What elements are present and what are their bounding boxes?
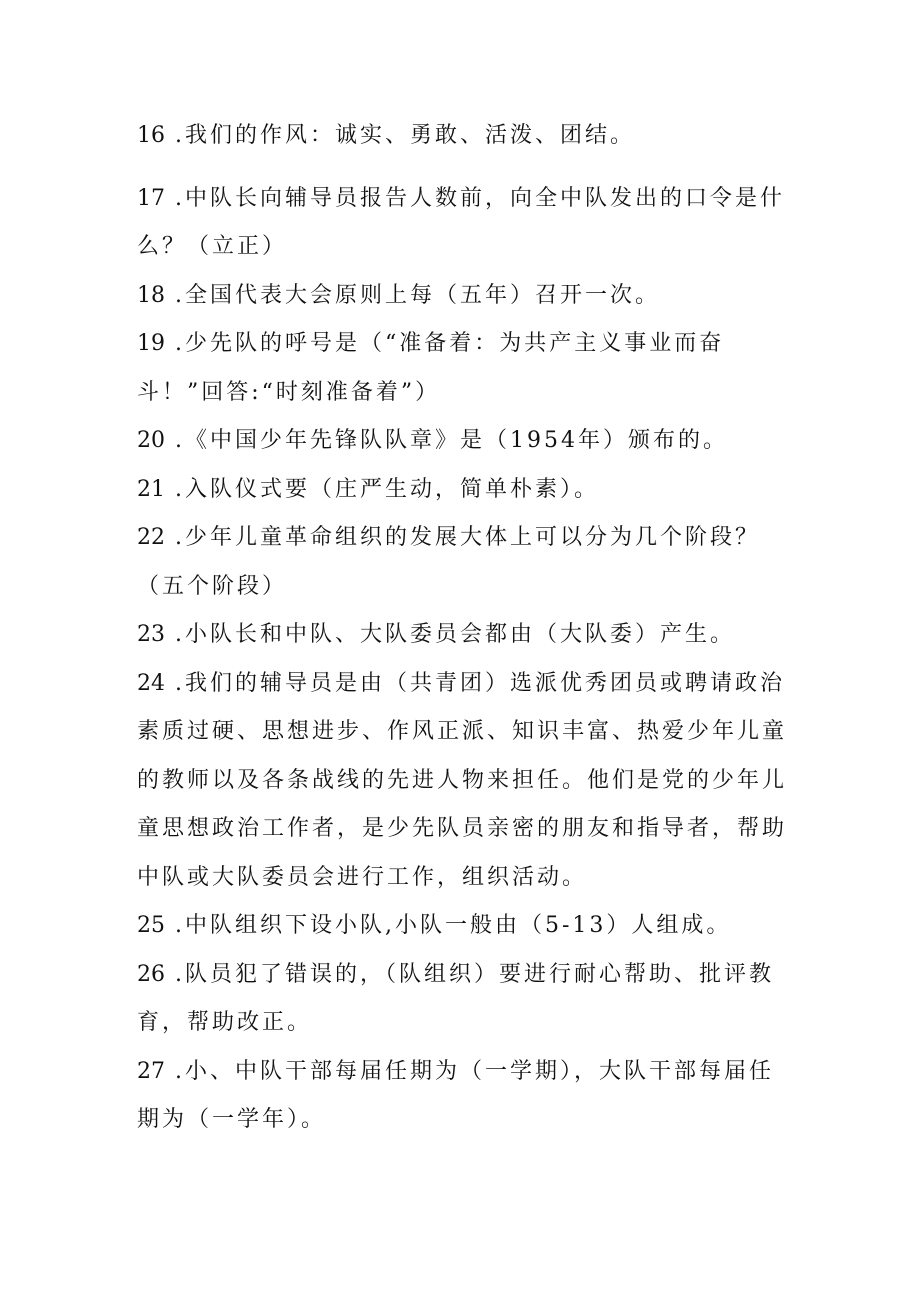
item-text: 少先队的呼号是（“准备着：为共产主义事业而奋斗！”回答:“时刻准备着”） [137, 331, 725, 405]
item-number: 16 [137, 123, 165, 148]
item-number: 20 [137, 428, 165, 453]
item-number: 27 [137, 1058, 165, 1084]
list-item-21: 21 .入队仪式要（庄严生动，简单朴素）。 [137, 476, 600, 502]
list-item-22: 22 .少年儿童革命组织的发展大体上可以分为几个阶段？（五个阶段） [137, 525, 761, 599]
list-item-18: 18 .全国代表大会原则上每（五年）召开一次。 [137, 282, 661, 308]
item-number: 22 [137, 525, 165, 550]
list-item-16: 16 .我们的作风：诚实、勇敢、活泼、团结。 [137, 123, 636, 148]
item-number: 25 [137, 913, 165, 938]
item-number: 26 [137, 961, 165, 987]
item-number: 19 [137, 331, 165, 356]
item-number: 17 [137, 185, 165, 211]
item-text: 中队长向辅导员报告人数前，向全中队发出的口令是什么？（立正） [137, 185, 786, 259]
item-number: 23 [137, 622, 165, 647]
list-item-23: 23 .小队长和中队、大队委员会都由（大队委）产生。 [137, 622, 736, 647]
item-text: 《中国少年先锋队队章》是（1954年）颁布的。 [185, 428, 728, 453]
list-item-20: 20 .《中国少年先锋队队章》是（1954年）颁布的。 [137, 428, 728, 453]
list-item-27: 27 .小、中队干部每届任期为（一学期），大队干部每届任期为（一学年）。 [137, 1058, 775, 1132]
item-text: 小队长和中队、大队委员会都由（大队委）产生。 [185, 622, 736, 647]
list-item-25: 25 .中队组织下设小队,小队一般由（5-13）人组成。 [137, 913, 732, 938]
item-number: 18 [137, 282, 165, 308]
list-item-19: 19 .少先队的呼号是（“准备着：为共产主义事业而奋斗！”回答:“时刻准备着”） [137, 331, 725, 405]
item-text: 我们的作风：诚实、勇敢、活泼、团结。 [185, 123, 636, 148]
list-item-17: 17 .中队长向辅导员报告人数前，向全中队发出的口令是什么？（立正） [137, 185, 786, 259]
item-number: 21 [137, 476, 165, 502]
item-text: 全国代表大会原则上每（五年）召开一次。 [185, 282, 661, 308]
item-text: 少年儿童革命组织的发展大体上可以分为几个阶段？（五个阶段） [137, 525, 761, 599]
item-text: 队员犯了错误的，（队组织）要进行耐心帮助、批评教育，帮助改正。 [137, 961, 775, 1035]
list-item-26: 26 .队员犯了错误的，（队组织）要进行耐心帮助、批评教育，帮助改正。 [137, 961, 775, 1035]
item-text: 中队组织下设小队,小队一般由（5-13）人组成。 [185, 913, 732, 938]
item-text: 我们的辅导员是由（共青团）选派优秀团员或聘请政治素质过硬、思想进步、作风正派、知识丰富、热爱少年儿童的教师以及各条战线的先进人物来担任。他们是党的少年儿童思想政治工作者，是少先队员亲密的朋友和指导者，帮助中队或大队委员会进行工作，组织活动。 [137, 670, 788, 890]
list-item-24: 24 .我们的辅导员是由（共青团）选派优秀团员或聘请政治素质过硬、思想进步、作风正派、知识丰富、热爱少年儿童的教师以及各条战线的先进人物来担任。他们是党的少年儿童思想政治工作者，是少先队员亲密的朋友和指导者，帮助中队或大队委员会进行工作，组织活动。 [137, 670, 788, 890]
item-text: 入队仪式要（庄严生动，简单朴素）。 [185, 476, 600, 502]
item-text: 小、中队干部每届任期为（一学期），大队干部每届任期为（一学年）。 [137, 1058, 775, 1132]
item-number: 24 [137, 670, 165, 696]
